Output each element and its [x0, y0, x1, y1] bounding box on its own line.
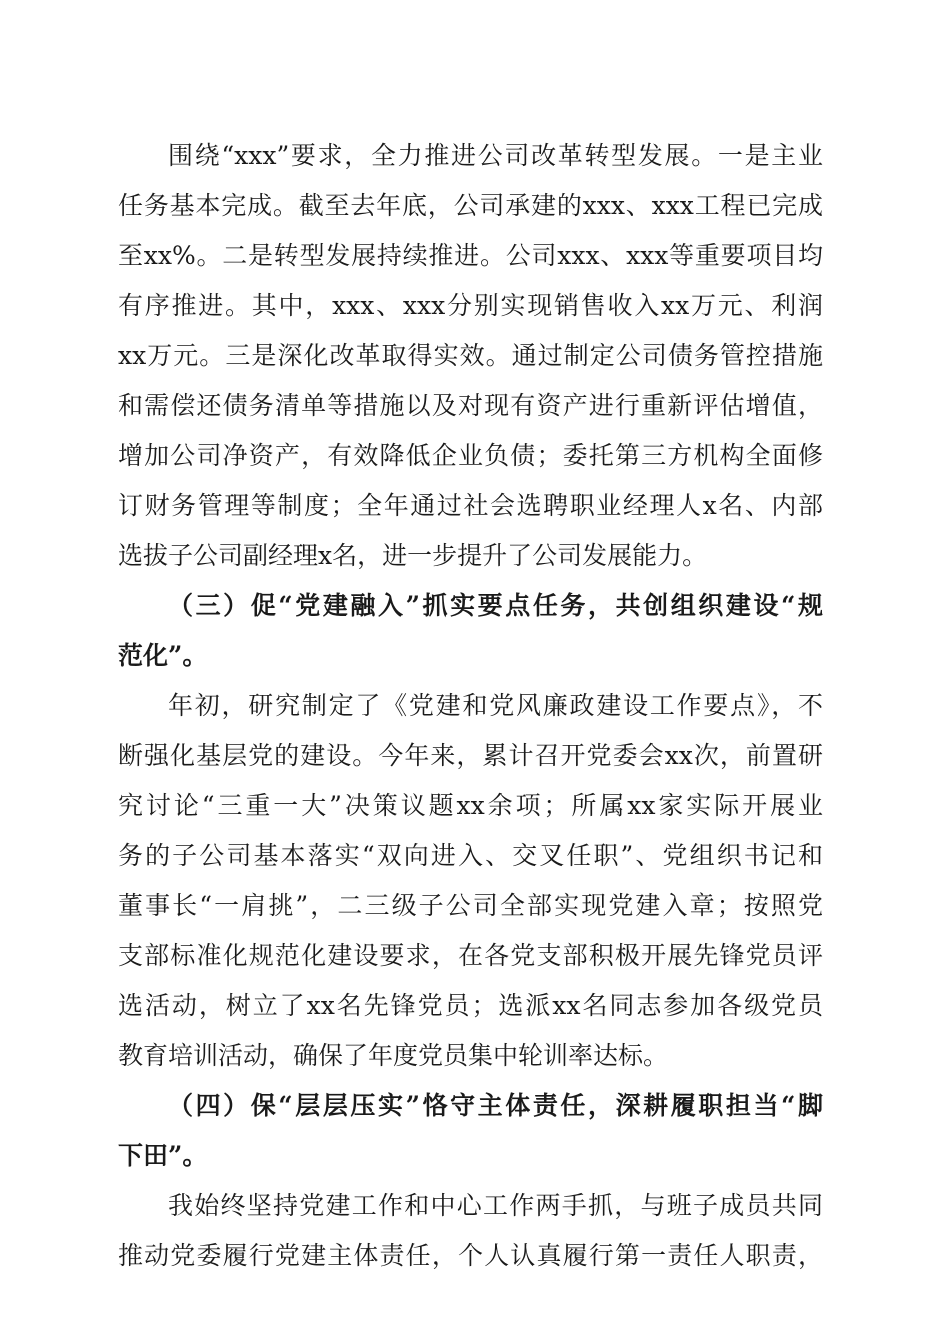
text-line: 董事长“一肩挑”，二三级子公司全部实现党建入章；按照党 — [118, 891, 823, 920]
text-line: 年初，研究制定了《党建和党风廉政建设工作要点》，不 — [168, 691, 823, 720]
section-heading: 范化”。 — [118, 641, 208, 670]
text-line: xx万元。三是深化改革取得实效。通过制定公司债务管控措施 — [118, 341, 823, 370]
text-line: 推动党委履行党建主体责任，个人认真履行第一责任人职责， — [118, 1241, 823, 1270]
text-line: 选拔子公司副经理x名，进一步提升了公司发展能力。 — [118, 541, 708, 570]
text-line: 至xx%。二是转型发展持续推进。公司xxx、xxx等重要项目均 — [118, 241, 823, 270]
section-heading: （四）保“层层压实”恪守主体责任，深耕履职担当“脚 — [168, 1091, 823, 1120]
text-line: 订财务管理等制度；全年通过社会选聘职业经理人x名、内部 — [118, 491, 823, 520]
text-line: 支部标准化规范化建设要求，在各党支部积极开展先锋党员评 — [118, 941, 823, 970]
section-heading: （三）促“党建融入”抓实要点任务，共创组织建设“规 — [168, 591, 823, 620]
text-line: 务的子公司基本落实“双向进入、交叉任职”、党组织书记和 — [118, 841, 823, 870]
text-line: 断强化基层党的建设。今年来，累计召开党委会xx次，前置研 — [118, 741, 823, 770]
text-line: 选活动，树立了xx名先锋党员；选派xx名同志参加各级党员 — [118, 991, 823, 1020]
text-line: 增加公司净资产，有效降低企业负债；委托第三方机构全面修 — [118, 441, 823, 470]
text-line: 和需偿还债务清单等措施以及对现有资产进行重新评估增值， — [118, 391, 823, 420]
text-line: 任务基本完成。截至去年底，公司承建的xxx、xxx工程已完成 — [118, 191, 823, 220]
text-line: 我始终坚持党建工作和中心工作两手抓，与班子成员共同 — [168, 1191, 823, 1220]
text-line: 围绕“xxx”要求，全力推进公司改革转型发展。一是主业 — [168, 141, 823, 170]
section-heading: 下田”。 — [118, 1141, 208, 1170]
text-line: 教育培训活动，确保了年度党员集中轮训率达标。 — [118, 1041, 669, 1070]
text-line: 有序推进。其中，xxx、xxx分别实现销售收入xx万元、利润 — [118, 291, 823, 320]
text-line: 究讨论“三重一大”决策议题xx余项；所属xx家实际开展业 — [118, 791, 823, 820]
